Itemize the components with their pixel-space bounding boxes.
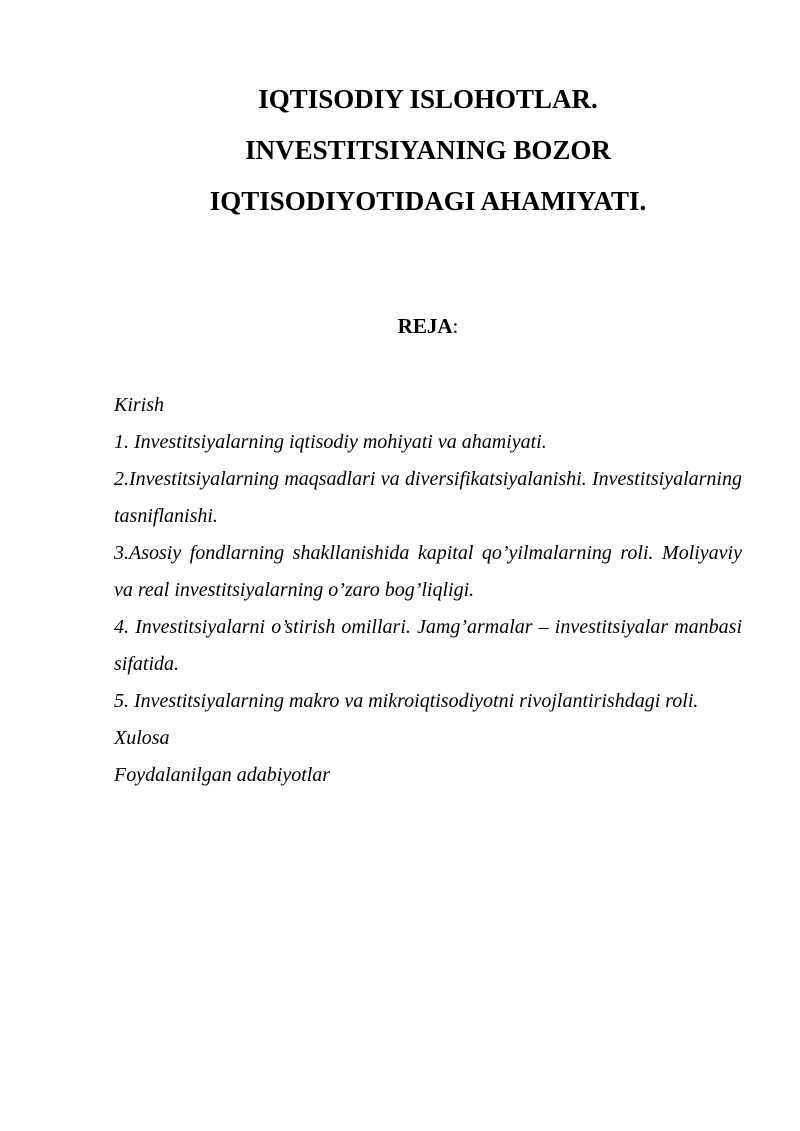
plan-item-references: Foydalanilgan adabiyotlar bbox=[114, 764, 331, 786]
title-line-2: INVESTITSIYANING BOZOR bbox=[245, 135, 611, 165]
plan-heading-text: REJA bbox=[397, 314, 453, 338]
plan-item-intro: Kirish bbox=[114, 394, 165, 416]
title-line-3: IQTISODIYOTIDAGI AHAMIYATI. bbox=[209, 186, 647, 216]
plan-item-2: 2.Investitsiyalarning maqsadlari va diversifikatsiyalanishi. Investitsiyalarning tasniflanishi. bbox=[114, 468, 742, 527]
plan-item-4: 4. Investitsiyalarni o’stirish omillari. Jamg’armalar – investitsiyalar manbasi sifatida. bbox=[114, 616, 742, 675]
plan-list bbox=[114, 387, 742, 794]
title-line-1: IQTISODIY ISLOHOTLAR. bbox=[258, 84, 598, 114]
plan-heading-colon: : bbox=[452, 314, 459, 338]
document-title bbox=[0, 74, 800, 227]
plan-heading bbox=[0, 311, 800, 341]
plan-item-5: 5. Investitsiyalarning makro va mikroiqtisodiyotni rivojlantirishdagi roli. bbox=[114, 690, 699, 712]
plan-item-conclusion: Xulosa bbox=[114, 727, 170, 749]
plan-item-3: 3.Asosiy fondlarning shakllanishida kapital qo’yilmalarning roli. Moliyaviy va real investitsiyalarning o’zaro bog’liqligi. bbox=[114, 542, 742, 601]
plan-item-1: 1. Investitsiyalarning iqtisodiy mohiyati va ahamiyati. bbox=[114, 431, 547, 453]
